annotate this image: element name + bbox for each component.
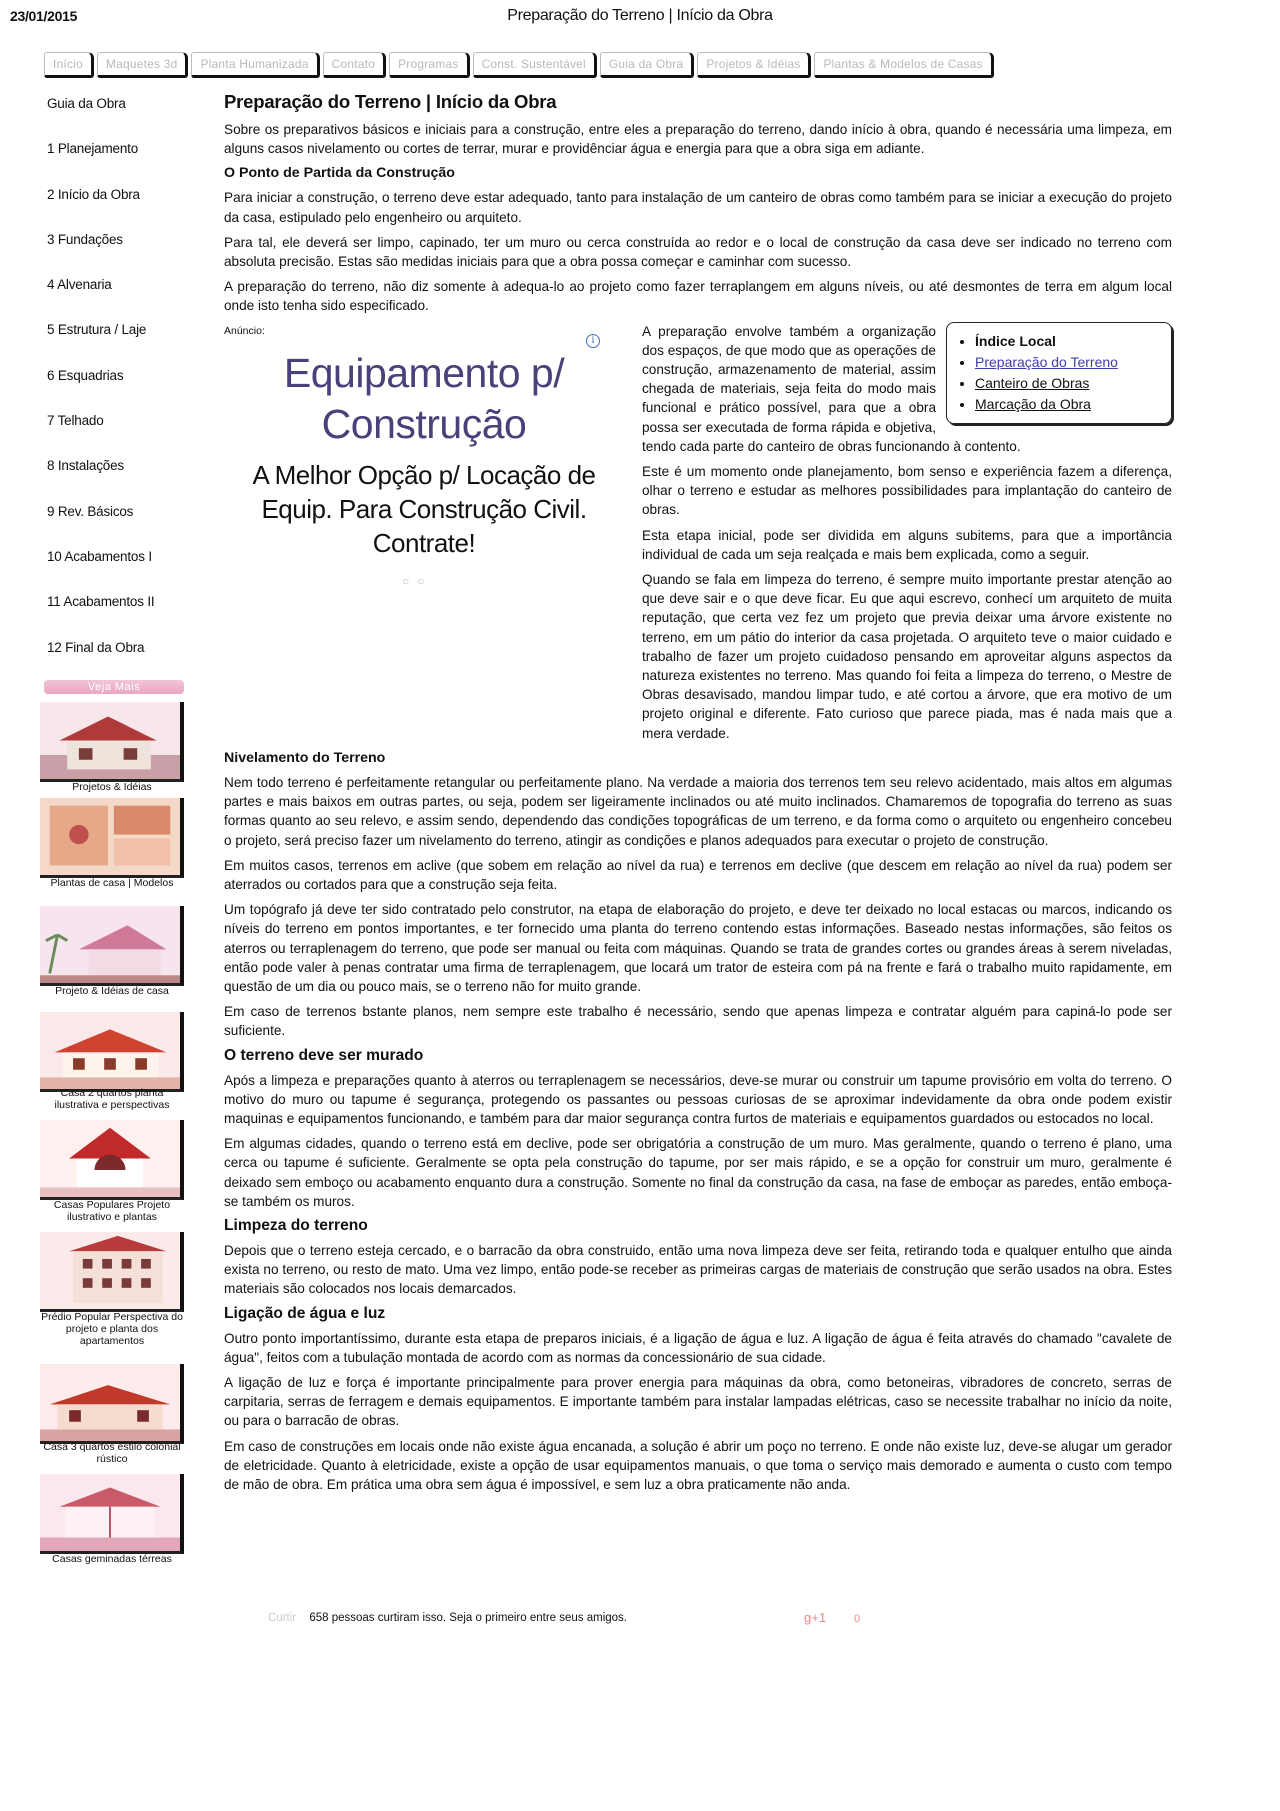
paragraph: Em muitos casos, terrenos em aclive (que sobem em relação ao nível da rua) e terrenos em declive (que descem em relação ao nível da rua) podem ser aterrados ou cortados para que a construção seja feita. <box>224 857 1172 892</box>
paragraph: Esta etapa inicial, pode ser dividida em alguns subitems, para que a importância individual de cada um seja realçada e mais bem explicada, como a seguir. <box>642 527 1172 562</box>
sidebar-item-fundacoes[interactable]: 3 Fundações <box>47 231 123 247</box>
floorplan-thumbnail-image[interactable] <box>40 798 184 878</box>
paragraph: Depois que o terreno esteja cercado, e o barracão da obra construido, então uma nova limpeza deve ser feita, retirando toda e qualquer entulho que ainda exista no terreno, ou resto de mato. Uma vez limpo, então pode-se receber as primeiras cargas de materiais de construção que serão usados na obra. Estes materiais são colocados nos locais demarcados. <box>224 1242 1172 1297</box>
tab-programas[interactable]: Programas <box>389 52 470 78</box>
social-bar <box>268 1612 868 1630</box>
paragraph: A preparação do terreno, não diz somente à adequa-lo ao projeto como fazer terraplangem em alguns níveis, ou até desmontes de terra em algum local onde isto tenha sido especificado. <box>224 279 1172 314</box>
thumbnail-list <box>40 697 190 1569</box>
paragraph: Um topógrafo já deve ter sido contratado pelo construtor, na etapa de elaboração do projeto, e deve ter deixado no local estacas ou marcos, indicando os níveis do terreno em pontos importantes, e ter fornecido uma planta do terreno contendo estas informações. Baseado nestas informações, são feitos os aterros ou terraplenagem do terreno, que pode ser manual ou feita com máquinas. Quando se trata de grandes cortes ou grandes áreas à serem niveladas, então pode valer à penas contratar uma firma de terraplenagem, que locará um trator de esteira com pá na frente e fará o trabalho muito rapidamente, em questão de um dia ou pouco mais, se o terreno não for muito grande. <box>224 902 1172 994</box>
sidebar <box>30 96 190 685</box>
house-thumbnail-image[interactable] <box>40 702 184 782</box>
tab-inicio[interactable]: Início <box>44 52 94 78</box>
thumbnail-caption: Casa 3 quartos estilo colonial rústico <box>43 1441 181 1465</box>
paragraph: Em algumas cidades, quando o terreno está em declive, pode ser obrigatória a construção de um muro. Mas geralmente, quando o terreno é plano, uma cerca ou tapume é suficiente. Geralmente se opta pela construção do tapume, por ser mais rápido, e se a opção for construir um muro, geralmente é deixado sem emboço ou acabamento enquanto dura a construção. Somente no final da construção da casa, na fase de emboçar as paredes, então emboça-se também os muros. <box>224 1136 1172 1209</box>
page-title: Preparação do Terreno | Início da Obra <box>224 91 557 112</box>
top-nav <box>44 52 994 82</box>
thumbnail-item[interactable] <box>40 901 190 1007</box>
local-index <box>946 322 1172 424</box>
paragraph: Este é um momento onde planejamento, bom senso e experiência fazem a diferença, olhar o terreno e estudar as melhores possibilidades para implantação do canteiro de obras. <box>642 464 1172 518</box>
veja-mais-banner[interactable]: Veja Mais <box>44 680 184 694</box>
ad-label: Anúncio: <box>224 324 265 337</box>
thumbnail-caption: Casas geminadas térreas <box>52 1553 172 1565</box>
sidebar-item-esquadrias[interactable]: 6 Esquadrias <box>47 367 124 383</box>
thumbnail-item[interactable] <box>40 697 190 793</box>
like-button[interactable]: Curtir <box>268 1612 297 1624</box>
sidebar-item-acabamentos-1[interactable]: 10 Acabamentos I <box>47 548 152 564</box>
paragraph: Em caso de construções em locais onde não existe água encanada, a solução é abrir um poço no terreno. E onde não existe luz, deve-se alugar um gerador de eletricidade. Quanto à eletricidade, existe a opção de usar equipamentos manuais, o que toma o serviço mais demorado e aumenta o custo com tempo de mão de obra. Em prática uma obra sem água é impossível, e sem luz a obra praticamente não anda. <box>224 1438 1172 1492</box>
building-thumbnail-image[interactable] <box>40 1232 184 1312</box>
house-thumbnail-image[interactable] <box>40 906 184 986</box>
paragraph: Após a limpeza e preparações quanto à aterros ou terraplenagem se necessários, deve-se murar ou construir um tapume provisório em volta do terreno. O motivo do muro ou tapume é segurança, protegendo os passantes ou pessoas curiosas de se aproximar indevidamente da obra onde podem existir maquinas e equipamentos funcionando, e também para dar maior segurança contra furtos de materiais e equipamentos guardados ou estocados no local. <box>224 1072 1172 1126</box>
toc-link-marcacao[interactable]: Marcação da Obra <box>975 395 1091 412</box>
paragraph: A preparação envolve também a organização dos espaços, de que modo que as operações de construção, armazenamento de material, assim chegada de materiais, seja feita do modo mais funcional e prático possível, para que a obra possa ser executada de forma rápida e objetiva, tendo cada parte do canteiro de obras funcionando à contento. <box>642 323 1021 454</box>
tab-guia-da-obra[interactable]: Guia da Obra <box>600 52 694 78</box>
paragraph: Para tal, ele deverá ser limpo, capinado, ter um muro ou cerca construída ao redor e o local de construção da casa deve ser indicado no terreno com absoluta precisão. Estas são medidas iniciais para que a obra possa começar e caminhar com sucesso. <box>224 234 1172 270</box>
section-heading-nivelamento: Nivelamento do Terreno <box>224 749 386 766</box>
thumbnail-caption: Plantas de casa | Modelos <box>50 877 174 889</box>
advertisement[interactable] <box>224 322 632 734</box>
house-thumbnail-image[interactable] <box>40 1012 184 1092</box>
thumbnail-item[interactable] <box>40 1115 190 1227</box>
thumbnail-caption: Projeto & Idéias de casa <box>55 985 169 997</box>
house-thumbnail-image[interactable] <box>40 1364 184 1444</box>
sidebar-item-inicio-obra[interactable]: 2 Início da Obra <box>47 186 140 202</box>
ad-subtitle[interactable]: A Melhor Opção p/ Locação de Equip. Para Construção Civil. Contrate! <box>252 459 596 558</box>
info-icon[interactable]: i <box>586 334 600 348</box>
section-heading-limpeza: Limpeza do terreno <box>224 1216 368 1234</box>
thumbnail-item[interactable] <box>40 1007 190 1115</box>
section-heading-agua-luz: Ligação de água e luz <box>224 1304 386 1322</box>
like-count-text: 658 pessoas curtiram isso. Seja o primeiro entre seus amigos. <box>309 1612 627 1624</box>
tab-projetos-ideias[interactable]: Projetos & Idéias <box>697 52 811 78</box>
toc-link-canteiro[interactable]: Canteiro de Obras <box>975 374 1090 391</box>
sidebar-item-rev-basicos[interactable]: 9 Rev. Básicos <box>47 503 134 519</box>
sidebar-item-estrutura[interactable]: 5 Estrutura / Laje <box>47 322 147 338</box>
thumbnail-caption: Prédio Popular Perspectiva do projeto e planta dos apartamentos <box>41 1311 183 1347</box>
tab-plantas-modelos[interactable]: Plantas & Modelos de Casas <box>814 52 993 78</box>
section-heading-murado: O terreno deve ser murado <box>224 1046 424 1064</box>
google-plus-button[interactable]: g+1 <box>804 1610 827 1625</box>
sidebar-item-alvenaria[interactable]: 4 Alvenaria <box>47 277 112 293</box>
sidebar-item-acabamentos-2[interactable]: 11 Acabamentos II <box>47 594 155 610</box>
local-index-title: • Índice Local <box>975 331 1161 352</box>
sidebar-item-guia[interactable]: Guia da Obra <box>47 96 126 111</box>
sidebar-item-planejamento[interactable]: 1 Planejamento <box>47 141 139 157</box>
tab-planta-humanizada[interactable]: Planta Humanizada <box>191 52 319 78</box>
google-plus-count: 0 <box>854 1613 861 1625</box>
ad-title[interactable]: Equipamento p/ Construção <box>283 349 565 447</box>
section-heading-ponto: O Ponto de Partida da Construção <box>224 165 455 182</box>
thumbnail-item[interactable] <box>40 1227 190 1359</box>
print-date: 23/01/2015 <box>10 8 78 24</box>
sidebar-item-final-obra[interactable]: 12 Final da Obra <box>47 639 145 655</box>
thumbnail-caption: Casa 2 quartos planta ilustrativa e perspectivas <box>54 1087 170 1111</box>
thumbnail-item[interactable] <box>40 1359 190 1469</box>
sidebar-item-telhado[interactable]: 7 Telhado <box>47 413 104 429</box>
tab-maquetes[interactable]: Maquetes 3d <box>97 52 189 78</box>
paragraph: Para iniciar a construção, o terreno deve estar adequado, tanto para instalação de um canteiro de obras como também para se iniciar a execução do projeto da casa, estipulado pelo engenheiro ou arquiteto. <box>224 190 1172 225</box>
thumbnail-item[interactable] <box>40 1469 190 1569</box>
paragraph: Outro ponto importantíssimo, durante esta etapa de preparos iniciais, é a ligação de água e luz. A ligação de água é feita através do chamado "cavalete de água", feitos com a tubulação montada de acordo com as normas da concessionário de sua cidade. <box>224 1330 1172 1365</box>
paragraph: Em caso de terrenos bstante planos, nem sempre este trabalho é necessário, sendo que apenas limpeza e contratar alguém para capiná-lo pode ser suficiente. <box>224 1004 1172 1039</box>
paragraph: Quando se fala em limpeza do terreno, é sempre muito importante prestar atenção ao que deve sair e o que deve ficar. Eu que aqui escrevo, conhecí um arquiteto de muita reputação, que certa vez fez um projeto que previa deixar uma árvore existente no terreno, em um pátio do interior da casa projetada. O arquiteto teve o maior cuidado e trabalho de fazer um projeto cuidadoso pensando em aproveitar alguns aspectos da natureza existentes no terreno. Mas quando foi feita a limpeza do terreno, o Mestre de Obras desavisado, mandou limpar tudo, e até cortou a árvore, que era motivo de um projeto original e diferente. Fato curioso que parece piada, mas é nada mais que a mera verdade. <box>642 572 1172 741</box>
thumbnail-caption: Casas Populares Projeto ilustrativo e plantas <box>53 1199 171 1223</box>
print-title: Preparação do Terreno | Início da Obra <box>507 7 773 24</box>
thumbnail-caption: Projetos & Idéias <box>72 781 152 793</box>
intro-paragraph: Sobre os preparativos básicos e iniciais para a construção, entre eles a preparação do terreno, dando início à obra, quando é necessária uma limpeza, em alguns casos nivelamento ou cortes de terrar, murar e providênciar água e energia para que a obra siga em adiante. <box>224 122 1172 157</box>
tab-contato[interactable]: Contato <box>323 52 386 78</box>
tab-const-sustentavel[interactable]: Const. Sustentável <box>473 52 597 78</box>
main-content <box>224 90 1172 1500</box>
toc-link-preparacao[interactable]: Preparação do Terreno <box>975 353 1118 370</box>
paragraph: Nem todo terreno é perfeitamente retangular ou perfeitamente plano. Na verdade a maioria dos terrenos tem seu relevo acidentado, mais altos em algumas partes e mais baixos em outras partes, ou seja, podem ser ligeiramente inclinados ou até muito inclinados. Chamaremos de topografia do terreno as suas formas quanto ao seu relevo, e assim sendo, dependendo das condições topográficas de um terreno, e da forma como o arquiteto ou engenheiro concebeu o projeto, será preciso fazer um nivelamento do terreno, atingir as condições e planos adequados para executar o projeto de construção. <box>224 774 1172 848</box>
thumbnail-item[interactable] <box>40 793 190 901</box>
house-thumbnail-image[interactable] <box>40 1474 184 1554</box>
house-thumbnail-image[interactable] <box>40 1120 184 1200</box>
sidebar-item-instalacoes[interactable]: 8 Instalações <box>47 458 124 474</box>
paragraph: A ligação de luz e força é importante principalmente para prover energia para máquinas da obra, como betoneiras, vibradores de concreto, serras de carpitaria, serras de ferragem e demais equipamentos. E importante também para instalar lampadas elétricas, caso se necessite trabalhar no início da noite, ou para o barracão de obras. <box>224 1374 1172 1429</box>
ad-pager-dots-icon[interactable]: ○○ <box>402 573 433 588</box>
